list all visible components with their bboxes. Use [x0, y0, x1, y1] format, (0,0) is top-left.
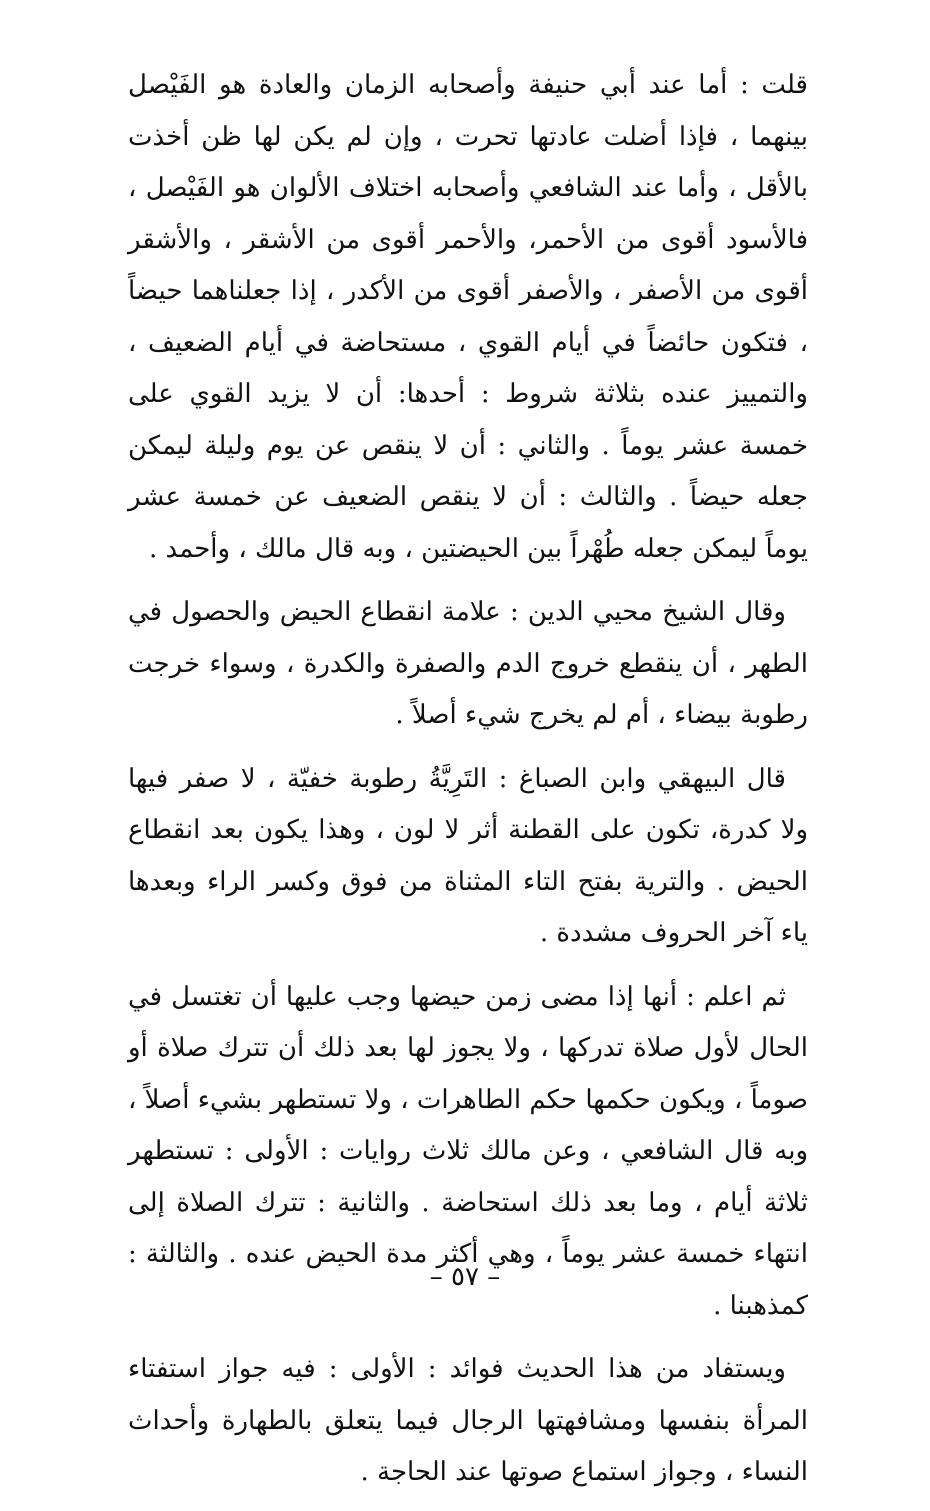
- paragraph-1: قلت : أما عند أبي حنيفة وأصحابه الزمان والعادة هو الفَيْصل بينهما ، فإذا أضلت عادتها تحرت ، وإن لم يكن لها ظن أخذت بالأقل ، وأما عند الشافعي وأصحابه اختلاف الألوان هو الفَيْصل ، فالأسود أقوى من الأحمر، والأحمر أقوى من الأشقر ، والأشقر أقوى من الأصفر ، والأصفر أقوى من الأكدر ، إذا جعلناهما حيضاً ، فتكون حائضاً في أيام القوي ، مستحاضة في أيام الضعيف ، والتمييز عنده بثلاثة شروط : أحدها: أن لا يزيد القوي على خمسة عشر يوماً . والثاني : أن لا ينقص عن يوم وليلة ليمكن جعله حيضاً . والثالث : أن لا ينقص الضعيف عن خمسة عشر يوماً ليمكن جعله طُهْراً بين الحيضتين ، وبه قال مالك ، وأحمد .: [128, 70, 808, 564]
- paragraph-4: ثم اعلم : أنها إذا مضى زمن حيضها وجب عليها أن تغتسل في الحال لأول صلاة تدركها ، ولا يجوز لها بعد ذلك أن تترك صلاة أو صوماً ، ويكون حكمها حكم الطاهرات ، ولا تستطهر بشيء أصلاً ، وبه قال الشافعي ، وعن مالك ثلاث روايات : الأولى : تستطهر ثلاثة أيام ، وما بعد ذلك استحاضة . والثانية : تترك الصلاة إلى انتهاء خمسة عشر يوماً ، وهي أكثر مدة الحيض عنده . والثالثة : كمذهبنا .: [128, 981, 808, 1321]
- paragraph-2: وقال الشيخ محيي الدين : علامة انقطاع الحيض والحصول في الطهر ، أن ينقطع خروج الدم والصفرة والكدرة ، وسواء خرجت رطوبة بيضاء ، أم لم يخرج شيء أصلاً .: [128, 597, 809, 730]
- paragraph-5: ويستفاد من هذا الحديث فوائد : الأولى : فيه جواز استفتاء المرأة بنفسها ومشافهتها الرجال فيما يتعلق بالطهارة وأحداث النساء ، وجواز استماع صوتها عند الحاجة .: [128, 1354, 808, 1487]
- page-body: [128, 60, 808, 1511]
- page-number: – ٥٧ –: [429, 1262, 501, 1292]
- paragraph-3: قال البيهقي وابن الصباغ : التَرِيَّةُ رطوبة خفيّة ، لا صفر فيها ولا كدرة، تكون على القطنة أثر لا لون ، وهذا يكون بعد انقطاع الحيض . والترية بفتح التاء المثناة من فوق وكسر الراء وبعدها ياء آخر الحروف مشددة .: [128, 763, 808, 948]
